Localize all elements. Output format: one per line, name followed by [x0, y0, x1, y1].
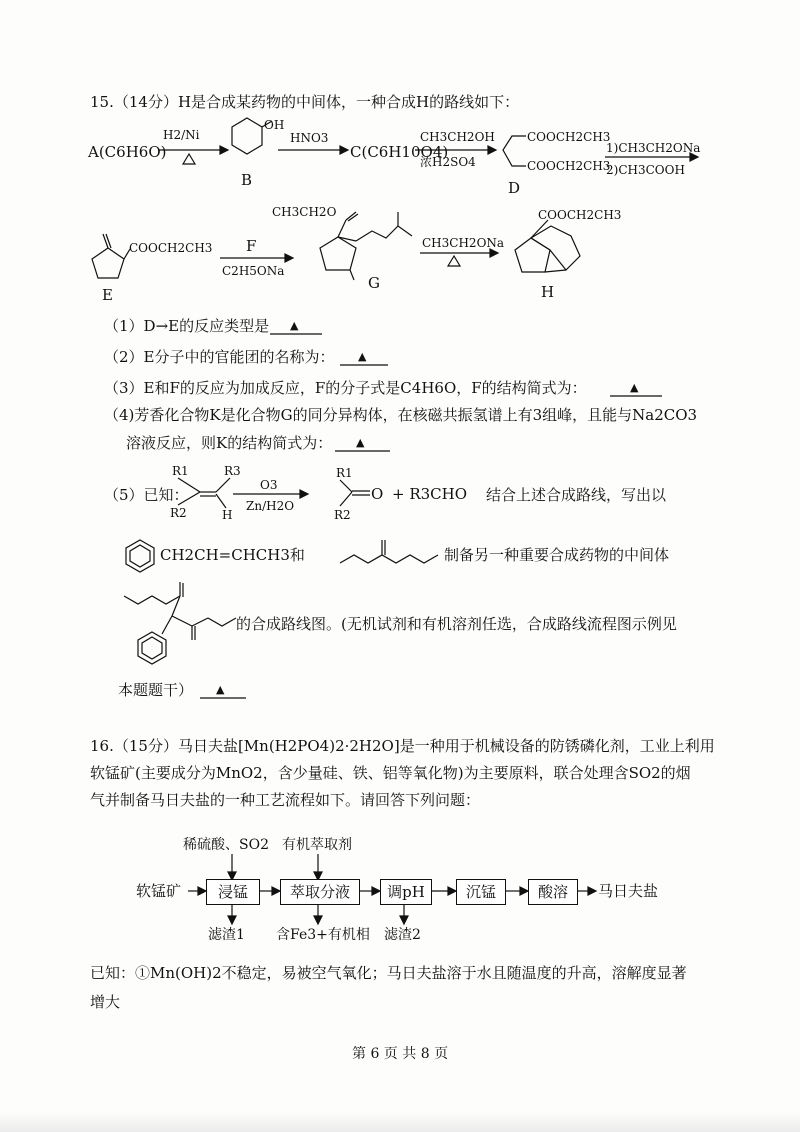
- arrow-1-head: [220, 146, 228, 154]
- flow-step-5: 酸溶: [528, 879, 578, 905]
- g-ester-bond: [338, 220, 346, 237]
- q5-o3: O3: [260, 478, 278, 492]
- question-4a: （4)芳香化合物K是化合物G的同分异构体，在核磁共振氢谱上有3组峰，且能与Na2CO3: [104, 406, 698, 424]
- question-1: （1）D→E的反应类型是: [104, 317, 270, 335]
- q5-end: 本题题干）: [118, 681, 194, 699]
- q5-bond-h: [216, 494, 226, 508]
- blank-mark-1: ▲: [290, 319, 299, 332]
- q16-line-1: 16.（15分）马日夫盐[Mn(H2PO4)2·2H2O]是一种用于机械设备的防锈磷化剂，工业上利用: [90, 737, 715, 755]
- arrow-6-head: [490, 249, 498, 257]
- page-edge-shadow: [0, 1112, 800, 1132]
- cyclopentane-ring-e: [92, 248, 124, 278]
- blank-mark-5: ▲: [216, 683, 225, 696]
- cond-acetic: 2)CH3COOH: [606, 163, 685, 177]
- h-ring-6: [531, 226, 580, 270]
- q5-prod-r2: R2: [334, 508, 351, 522]
- target-c2: [172, 616, 192, 626]
- q16-line-2: 软锰矿(主要成分为MnO2，含少量硅、铁、铝等氧化物)为主要原料，联合处理含SO2的烟: [90, 764, 691, 782]
- q5-bond-r3: [216, 478, 230, 492]
- cond-ethoxide-2: CH3CH2ONa: [422, 236, 505, 250]
- cond-hno3: HNO3: [290, 131, 329, 145]
- e-group: COOCH2CH3: [129, 241, 213, 255]
- heat-triangle-1: [183, 154, 195, 164]
- h-double-bond: [545, 270, 566, 272]
- known-line-2: 增大: [90, 993, 121, 1011]
- q5-r3: R3: [224, 464, 241, 478]
- q5-prod-r1: [340, 480, 352, 492]
- d-ester-2: COOCH2CH3: [527, 159, 611, 173]
- flow-step-4: 沉锰: [456, 879, 506, 905]
- target-central: [172, 596, 180, 616]
- benzene-inner-2: [142, 637, 162, 659]
- target-ethyl-2: [208, 618, 236, 626]
- label-d: D: [508, 179, 521, 197]
- arrow-7-head: [300, 490, 308, 498]
- target-ester-1: [124, 596, 180, 604]
- page-footer: 第 6 页 共 8 页: [352, 1046, 449, 1062]
- flow-product: 马日夫盐: [598, 882, 659, 900]
- arrow-2-head: [340, 146, 348, 154]
- q5-make: 制备另一种重要合成药物的中间体: [444, 546, 670, 564]
- q15-header: 15.（14分）H是合成某药物的中间体，一种合成H的路线如下：: [90, 93, 520, 111]
- q5-prod-o: O: [371, 485, 384, 503]
- question-4b: 溶液反应，则K的结构简式为：: [126, 434, 333, 452]
- h-ring-5: [515, 238, 550, 272]
- known-line-1: 已知：①Mn(OH)2不稳定，易被空气氧化；马日夫盐溶于水且随温度的升高，溶解度显著: [90, 964, 687, 982]
- g-group: CH3CH2O: [272, 205, 337, 219]
- cond-f: F: [246, 237, 257, 255]
- target-ester-2: [192, 618, 208, 626]
- cond-ethanol: CH3CH2OH: [420, 130, 495, 144]
- flow-start: 软锰矿: [136, 882, 182, 900]
- g-side-chain: [338, 226, 412, 241]
- cond-h2-ni: H2/Ni: [163, 128, 200, 142]
- flow-output-3: 滤渣2: [384, 927, 421, 943]
- q5-text: 结合上述合成路线，写出以: [486, 486, 667, 504]
- flow-step-3: 调pH: [380, 879, 432, 905]
- q5-zn: Zn/H2O: [246, 499, 295, 513]
- q16-line-3: 气并制备马日夫盐的一种工艺流程如下。请回答下列问题：: [90, 791, 481, 809]
- q5-plus-aldehyde: + R3CHO: [392, 485, 468, 503]
- h-group: COOCH2CH3: [538, 208, 622, 222]
- flow-step-1: 浸锰: [206, 879, 260, 905]
- d-ester-1: COOCH2CH3: [527, 130, 611, 144]
- flow-output-2: 含Fe3+有机相: [276, 927, 370, 943]
- cyclopentane-ring-g: [320, 237, 356, 270]
- label-oh: OH: [264, 118, 285, 132]
- flow-input-2: 有机萃取剂: [282, 837, 352, 853]
- flow-step-2: 萃取分液: [280, 879, 360, 905]
- d-chain: [503, 136, 526, 166]
- q5-r2: R2: [170, 506, 187, 520]
- arrow-3-head: [488, 146, 496, 154]
- compound-c: C(C6H10O4): [350, 143, 449, 161]
- q5-route: 的合成路线图。(无机试剂和有机溶剂任选，合成路线流程图示例见: [236, 615, 677, 633]
- g-ketone: [350, 270, 354, 280]
- q5-h: H: [222, 508, 233, 522]
- label-b: B: [241, 171, 253, 189]
- q5-prod-r2: [340, 492, 352, 506]
- label-e: E: [102, 286, 113, 304]
- blank-mark-4: ▲: [356, 436, 365, 449]
- blank-mark-2: ▲: [358, 350, 367, 363]
- cond-h2so4: 浓H2SO4: [420, 155, 476, 169]
- label-g: G: [368, 274, 380, 292]
- flow-output-1: 滤渣1: [208, 927, 245, 943]
- benzene-inner-1: [130, 545, 150, 567]
- cyclohexane-ring-b: [232, 118, 262, 154]
- arrow-5-head: [285, 254, 293, 262]
- cond-ethoxide: 1)CH3CH2ONa: [606, 141, 701, 155]
- blank-mark-3: ▲: [630, 381, 639, 394]
- compound-a: A(C6H6O): [88, 143, 167, 161]
- target-phenyl-bond: [162, 616, 172, 634]
- flow-input-1: 稀硫酸、SO2: [183, 837, 269, 853]
- question-3: （3）E和F的反应为加成反应，F的分子式是C4H6O，F的结构简式为：: [104, 379, 587, 397]
- q5-r1: R1: [172, 464, 189, 478]
- question-2: （2）E分子中的官能团的名称为：: [104, 348, 335, 366]
- question-5-label: （5）已知：: [104, 486, 189, 504]
- diethyl-carbonate: [340, 555, 438, 563]
- q5-chain: CH2CH=CHCH3和: [160, 546, 305, 564]
- q5-prod-r1: R1: [336, 466, 353, 480]
- cond-c2h5ona: C2H5ONa: [222, 264, 285, 278]
- heat-triangle-2: [448, 256, 460, 266]
- label-h: H: [541, 283, 555, 301]
